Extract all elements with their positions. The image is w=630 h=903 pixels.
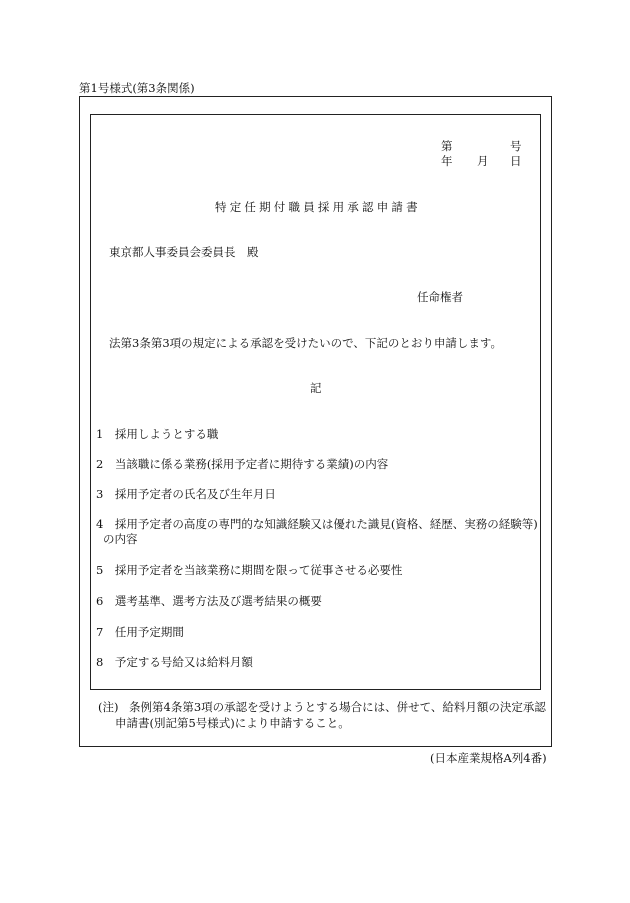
note-line-1: 条例第4条第3項の承認を受けようとする場合には、併せて、給料月額の決定承認 <box>129 700 546 714</box>
list-item: 5 採用予定者を当該業務に期間を限って従事させる必要性 <box>96 563 403 577</box>
footer-standard: (日本産業規格A列4番) <box>430 751 547 765</box>
date-year: 年 <box>441 154 453 168</box>
ki-heading: 記 <box>310 381 322 395</box>
form-number-label: 第1号様式(第3条関係) <box>79 81 195 95</box>
document-title: 特定任期付職員採用承認申請書 <box>215 200 421 214</box>
list-item: 6 選考基準、選考方法及び選考結果の概要 <box>96 594 322 608</box>
note-line-2: 申請書(別記第5号様式)により申請すること。 <box>115 716 350 730</box>
note-label: (注) <box>98 700 119 714</box>
list-item: 8 予定する号給又は給料月額 <box>96 655 253 669</box>
list-item: 7 任用予定期間 <box>96 625 184 639</box>
list-item: 1 採用しようとする職 <box>96 427 219 441</box>
list-item: 3 採用予定者の氏名及び生年月日 <box>96 487 276 501</box>
date-day: 日 <box>510 154 522 168</box>
list-item: 2 当該職に係る業務(採用予定者に期待する業績)の内容 <box>96 457 389 471</box>
body-text: 法第3条第3項の規定による承認を受けたいので、下記のとおり申請します。 <box>109 336 502 350</box>
list-item: 4 採用予定者の高度の専門的な知識経験又は優れた識見(資格、経歴、実務の経験等) <box>96 517 538 531</box>
addressee: 東京都人事委員会委員長 殿 <box>109 245 259 259</box>
list-item-continuation: の内容 <box>103 532 138 546</box>
number-prefix: 第 <box>441 139 453 153</box>
date-month: 月 <box>477 154 489 168</box>
applicant-label: 任命権者 <box>417 290 463 304</box>
number-suffix: 号 <box>510 139 522 153</box>
